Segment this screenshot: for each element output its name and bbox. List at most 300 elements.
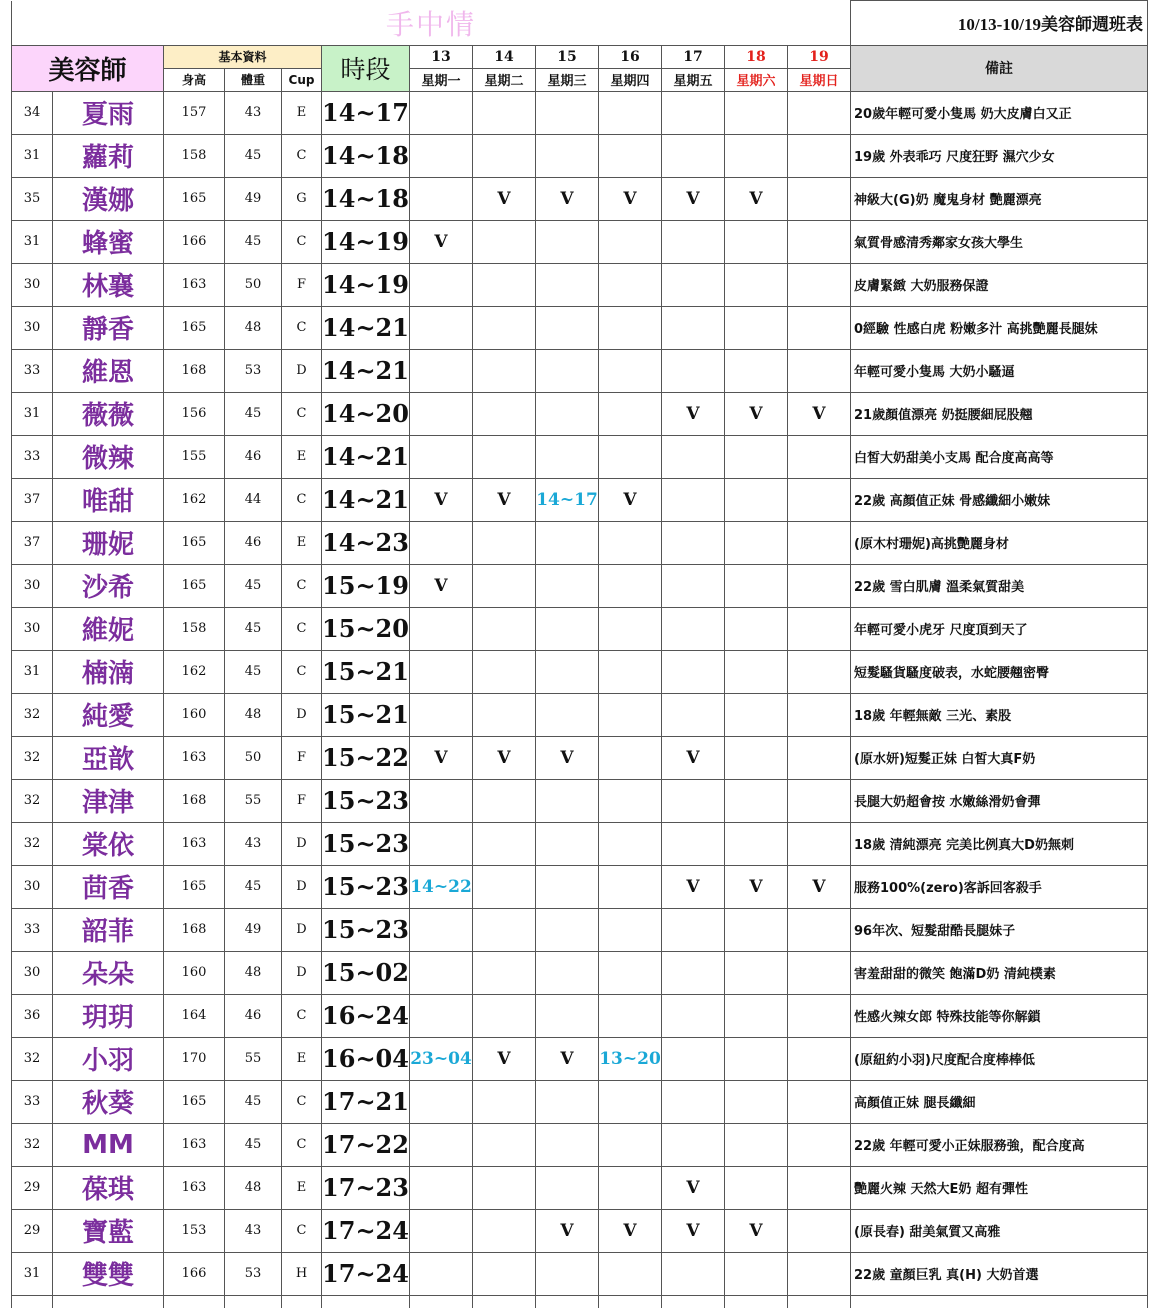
day-cell bbox=[473, 1080, 536, 1123]
remarks-cell: 皮膚緊緻 大奶服務保證 bbox=[851, 263, 1148, 306]
cup-cell: C bbox=[282, 994, 322, 1037]
header-weekday: 星期六 bbox=[725, 68, 788, 91]
day-cell bbox=[473, 693, 536, 736]
day-cell bbox=[473, 220, 536, 263]
beautician-name: 韶菲 bbox=[53, 908, 164, 951]
day-cell bbox=[536, 263, 599, 306]
beautician-name: 津津 bbox=[53, 779, 164, 822]
day-cell bbox=[410, 263, 473, 306]
day-cell bbox=[473, 564, 536, 607]
beautician-name: 雙雙 bbox=[53, 1252, 164, 1295]
cup-cell: F bbox=[282, 263, 322, 306]
time-slot-cell: 14~21 bbox=[322, 435, 410, 478]
weight-cell: 45 bbox=[225, 392, 282, 435]
cup-cell: C bbox=[282, 392, 322, 435]
day-cell bbox=[725, 1037, 788, 1080]
age-cell: 33 bbox=[12, 349, 53, 392]
day-cell bbox=[599, 91, 662, 134]
header-weekday: 星期五 bbox=[662, 68, 725, 91]
time-slot-cell: 16~24 bbox=[322, 994, 410, 1037]
day-cell bbox=[725, 91, 788, 134]
day-cell bbox=[599, 951, 662, 994]
table-row bbox=[12, 177, 1148, 220]
table-row bbox=[12, 736, 1148, 779]
day-cell: V bbox=[662, 1209, 725, 1252]
height-cell: 168 bbox=[164, 349, 225, 392]
day-cell bbox=[599, 908, 662, 951]
day-cell: V bbox=[599, 1209, 662, 1252]
age-cell: 32 bbox=[12, 736, 53, 779]
day-cell bbox=[599, 306, 662, 349]
time-slot-cell: 17~22 bbox=[322, 1123, 410, 1166]
table-row bbox=[12, 220, 1148, 263]
weight-cell: 53 bbox=[225, 1252, 282, 1295]
day-cell bbox=[410, 693, 473, 736]
remarks-cell: 神級大(G)奶 魔鬼身材 艷麗漂亮 bbox=[851, 177, 1148, 220]
remarks-cell: 年輕可愛小虎牙 尺度頂到天了 bbox=[851, 607, 1148, 650]
day-cell bbox=[410, 607, 473, 650]
table-row bbox=[12, 478, 1148, 521]
day-cell: V bbox=[788, 392, 851, 435]
remarks-cell: 18歲 年輕無敵 三光、素股 bbox=[851, 693, 1148, 736]
height-cell: 165 bbox=[164, 1080, 225, 1123]
time-slot-cell: 14~19 bbox=[322, 220, 410, 263]
day-cell bbox=[473, 607, 536, 650]
day-cell bbox=[662, 607, 725, 650]
header-date: 13 bbox=[410, 45, 473, 68]
table-row bbox=[12, 1080, 1148, 1123]
remarks-cell: 短髮騷貨騷度破表，水蛇腰翹密臀 bbox=[851, 650, 1148, 693]
schedule-table bbox=[11, 0, 1148, 1308]
remarks-cell: 22歲 童顏巨乳 真(H) 大奶首選 bbox=[851, 1252, 1148, 1295]
day-cell bbox=[599, 564, 662, 607]
day-cell bbox=[788, 951, 851, 994]
day-cell: 23~04 bbox=[410, 1037, 473, 1080]
height-cell: 162 bbox=[164, 650, 225, 693]
day-cell bbox=[536, 607, 599, 650]
age-cell: 30 bbox=[12, 263, 53, 306]
day-cell bbox=[536, 650, 599, 693]
day-cell bbox=[788, 994, 851, 1037]
time-slot-cell: 15~23 bbox=[322, 822, 410, 865]
day-cell: V bbox=[662, 736, 725, 779]
time-slot-cell: 14~17 bbox=[322, 91, 410, 134]
header-date: 15 bbox=[536, 45, 599, 68]
beautician-name: 蘿莉 bbox=[53, 134, 164, 177]
remarks-cell: 18歲 清純漂亮 完美比例真大D奶無刺 bbox=[851, 822, 1148, 865]
cup-cell: C bbox=[282, 1080, 322, 1123]
age-cell: 30 bbox=[12, 306, 53, 349]
day-cell bbox=[662, 91, 725, 134]
day-cell bbox=[662, 478, 725, 521]
day-cell: V bbox=[725, 865, 788, 908]
time-slot-cell: 17~21 bbox=[322, 1080, 410, 1123]
day-cell bbox=[473, 1123, 536, 1166]
day-cell bbox=[599, 263, 662, 306]
beautician-name: 靜香 bbox=[53, 306, 164, 349]
table-row bbox=[12, 779, 1148, 822]
weight-cell: 45 bbox=[225, 564, 282, 607]
remarks-cell: 22歲 年輕可愛小正妹服務強，配合度高 bbox=[851, 1123, 1148, 1166]
cup-cell: D bbox=[282, 951, 322, 994]
time-slot-cell: 15~22 bbox=[322, 736, 410, 779]
table-row bbox=[12, 349, 1148, 392]
day-cell bbox=[662, 779, 725, 822]
height-cell: 153 bbox=[164, 1209, 225, 1252]
header-weekday: 星期二 bbox=[473, 68, 536, 91]
age-cell: 31 bbox=[12, 134, 53, 177]
weight-cell: 45 bbox=[225, 865, 282, 908]
remarks-cell: 白皙大奶甜美小支馬 配合度高高等 bbox=[851, 435, 1148, 478]
header-weekday: 星期四 bbox=[599, 68, 662, 91]
table-row bbox=[12, 650, 1148, 693]
day-cell bbox=[473, 263, 536, 306]
table-row bbox=[12, 951, 1148, 994]
next-page-cell bbox=[53, 1295, 164, 1308]
day-cell bbox=[725, 1123, 788, 1166]
beautician-name: 漢娜 bbox=[53, 177, 164, 220]
beautician-name: 薇薇 bbox=[53, 392, 164, 435]
time-slot-cell: 15~19 bbox=[322, 564, 410, 607]
beautician-name: 維恩 bbox=[53, 349, 164, 392]
day-cell bbox=[725, 220, 788, 263]
day-cell bbox=[788, 1123, 851, 1166]
day-cell bbox=[662, 263, 725, 306]
cup-cell: F bbox=[282, 779, 322, 822]
day-cell bbox=[599, 607, 662, 650]
day-cell: V bbox=[473, 736, 536, 779]
weight-cell: 48 bbox=[225, 693, 282, 736]
day-cell bbox=[662, 951, 725, 994]
next-page-cell bbox=[788, 1295, 851, 1308]
table-row bbox=[12, 1123, 1148, 1166]
cup-cell: E bbox=[282, 435, 322, 478]
day-cell bbox=[473, 1209, 536, 1252]
header-remarks: 備註 bbox=[851, 45, 1148, 91]
day-cell bbox=[473, 91, 536, 134]
day-cell bbox=[599, 1166, 662, 1209]
weight-cell: 45 bbox=[225, 1080, 282, 1123]
cup-cell: E bbox=[282, 91, 322, 134]
day-cell bbox=[473, 822, 536, 865]
weight-cell: 48 bbox=[225, 306, 282, 349]
day-cell: V bbox=[473, 1037, 536, 1080]
remarks-cell: 20歲年輕可愛小隻馬 奶大皮膚白又正 bbox=[851, 91, 1148, 134]
day-cell bbox=[410, 392, 473, 435]
day-cell bbox=[536, 564, 599, 607]
age-cell: 32 bbox=[12, 1123, 53, 1166]
day-cell bbox=[662, 1123, 725, 1166]
age-cell: 32 bbox=[12, 822, 53, 865]
remarks-cell: 19歲 外表乖巧 尺度狂野 濕穴少女 bbox=[851, 134, 1148, 177]
next-page-cell bbox=[410, 1295, 473, 1308]
day-cell: V bbox=[725, 392, 788, 435]
weight-cell: 53 bbox=[225, 349, 282, 392]
day-cell bbox=[410, 822, 473, 865]
day-cell bbox=[410, 951, 473, 994]
day-cell bbox=[788, 736, 851, 779]
weight-cell: 45 bbox=[225, 134, 282, 177]
day-cell bbox=[788, 822, 851, 865]
age-cell: 30 bbox=[12, 607, 53, 650]
beautician-name: MM bbox=[53, 1123, 164, 1166]
day-cell bbox=[410, 1252, 473, 1295]
day-cell bbox=[725, 607, 788, 650]
age-cell: 33 bbox=[12, 435, 53, 478]
day-cell bbox=[788, 478, 851, 521]
height-cell: 165 bbox=[164, 177, 225, 220]
next-page-cell bbox=[12, 1295, 53, 1308]
day-cell bbox=[788, 564, 851, 607]
day-cell bbox=[725, 994, 788, 1037]
day-cell bbox=[410, 1209, 473, 1252]
table-row bbox=[12, 435, 1148, 478]
beautician-name: 秋葵 bbox=[53, 1080, 164, 1123]
day-cell bbox=[410, 177, 473, 220]
age-cell: 37 bbox=[12, 478, 53, 521]
day-cell bbox=[599, 1080, 662, 1123]
day-cell bbox=[473, 865, 536, 908]
table-row bbox=[12, 607, 1148, 650]
day-cell: V bbox=[410, 736, 473, 779]
brand-title: 手中情 bbox=[12, 1, 851, 46]
cup-cell: H bbox=[282, 1252, 322, 1295]
day-cell bbox=[662, 693, 725, 736]
remarks-cell: 艷麗火辣 天然大E奶 超有彈性 bbox=[851, 1166, 1148, 1209]
day-cell bbox=[599, 435, 662, 478]
day-cell bbox=[536, 392, 599, 435]
time-slot-cell: 14~23 bbox=[322, 521, 410, 564]
cup-cell: C bbox=[282, 134, 322, 177]
height-cell: 158 bbox=[164, 607, 225, 650]
height-cell: 165 bbox=[164, 306, 225, 349]
next-page-cell bbox=[225, 1295, 282, 1308]
table-row bbox=[12, 134, 1148, 177]
day-cell bbox=[599, 994, 662, 1037]
age-cell: 31 bbox=[12, 1252, 53, 1295]
age-cell: 29 bbox=[12, 1166, 53, 1209]
header-date: 17 bbox=[662, 45, 725, 68]
cup-cell: D bbox=[282, 865, 322, 908]
day-cell bbox=[788, 1166, 851, 1209]
height-cell: 163 bbox=[164, 822, 225, 865]
day-cell bbox=[725, 134, 788, 177]
height-cell: 165 bbox=[164, 521, 225, 564]
day-cell: V bbox=[662, 392, 725, 435]
day-cell bbox=[473, 521, 536, 564]
day-cell bbox=[536, 865, 599, 908]
remarks-cell: 96年次、短髮甜酷長腿妹子 bbox=[851, 908, 1148, 951]
day-cell bbox=[536, 1123, 599, 1166]
day-cell bbox=[788, 1080, 851, 1123]
day-cell: V bbox=[599, 478, 662, 521]
header-basic-info: 基本資料 bbox=[164, 45, 322, 68]
beautician-name: 朵朵 bbox=[53, 951, 164, 994]
day-cell bbox=[410, 650, 473, 693]
day-cell bbox=[536, 521, 599, 564]
day-cell bbox=[662, 306, 725, 349]
weight-cell: 48 bbox=[225, 1166, 282, 1209]
beautician-name: 楠湳 bbox=[53, 650, 164, 693]
age-cell: 30 bbox=[12, 564, 53, 607]
day-cell bbox=[725, 1166, 788, 1209]
cup-cell: G bbox=[282, 177, 322, 220]
weight-cell: 45 bbox=[225, 607, 282, 650]
remarks-cell: 害羞甜甜的微笑 飽滿D奶 清純樸素 bbox=[851, 951, 1148, 994]
beautician-name: 寶藍 bbox=[53, 1209, 164, 1252]
day-cell bbox=[662, 349, 725, 392]
day-cell bbox=[788, 1252, 851, 1295]
height-cell: 160 bbox=[164, 693, 225, 736]
time-slot-cell: 14~21 bbox=[322, 478, 410, 521]
day-cell bbox=[536, 1080, 599, 1123]
day-cell bbox=[536, 134, 599, 177]
day-cell: V bbox=[536, 1209, 599, 1252]
day-cell bbox=[725, 521, 788, 564]
beautician-name: 林襄 bbox=[53, 263, 164, 306]
age-cell: 37 bbox=[12, 521, 53, 564]
day-cell bbox=[410, 1166, 473, 1209]
weight-cell: 45 bbox=[225, 220, 282, 263]
height-cell: 163 bbox=[164, 736, 225, 779]
beautician-name: 純愛 bbox=[53, 693, 164, 736]
cup-cell: E bbox=[282, 1037, 322, 1080]
day-cell bbox=[788, 607, 851, 650]
next-page-cell bbox=[851, 1295, 1148, 1308]
table-row bbox=[12, 865, 1148, 908]
day-cell: V bbox=[536, 736, 599, 779]
table-row bbox=[12, 1252, 1148, 1295]
day-cell bbox=[725, 349, 788, 392]
beautician-name: 沙希 bbox=[53, 564, 164, 607]
table-row bbox=[12, 564, 1148, 607]
table-row bbox=[12, 994, 1148, 1037]
cup-cell: D bbox=[282, 822, 322, 865]
cup-cell: C bbox=[282, 220, 322, 263]
day-cell bbox=[473, 908, 536, 951]
cup-cell: C bbox=[282, 650, 322, 693]
header-date: 14 bbox=[473, 45, 536, 68]
height-cell: 164 bbox=[164, 994, 225, 1037]
day-cell bbox=[410, 779, 473, 822]
weight-cell: 45 bbox=[225, 650, 282, 693]
table-row bbox=[12, 908, 1148, 951]
day-cell bbox=[788, 306, 851, 349]
header-date: 16 bbox=[599, 45, 662, 68]
table-row bbox=[12, 1209, 1148, 1252]
day-cell: V bbox=[473, 177, 536, 220]
day-cell bbox=[725, 693, 788, 736]
age-cell: 29 bbox=[12, 1209, 53, 1252]
height-cell: 166 bbox=[164, 220, 225, 263]
day-cell bbox=[725, 263, 788, 306]
remarks-cell: (原水妍)短髮正妹 白皙大真F奶 bbox=[851, 736, 1148, 779]
day-cell bbox=[536, 822, 599, 865]
weight-cell: 45 bbox=[225, 1123, 282, 1166]
day-cell bbox=[725, 908, 788, 951]
day-cell: V bbox=[599, 177, 662, 220]
header-weekday: 星期一 bbox=[410, 68, 473, 91]
day-cell bbox=[599, 134, 662, 177]
remarks-cell: 性感火辣女郎 特殊技能等你解鎖 bbox=[851, 994, 1148, 1037]
day-cell bbox=[662, 134, 725, 177]
day-cell bbox=[725, 478, 788, 521]
day-cell bbox=[473, 435, 536, 478]
day-cell bbox=[473, 650, 536, 693]
age-cell: 32 bbox=[12, 1037, 53, 1080]
cup-cell: C bbox=[282, 306, 322, 349]
day-cell bbox=[599, 693, 662, 736]
cup-cell: D bbox=[282, 349, 322, 392]
time-slot-cell: 14~18 bbox=[322, 177, 410, 220]
remarks-cell: 高顏值正妹 腿長纖細 bbox=[851, 1080, 1148, 1123]
day-cell bbox=[788, 521, 851, 564]
cup-cell: C bbox=[282, 1209, 322, 1252]
beautician-name: 棠依 bbox=[53, 822, 164, 865]
age-cell: 33 bbox=[12, 1080, 53, 1123]
day-cell bbox=[473, 134, 536, 177]
time-slot-cell: 15~23 bbox=[322, 865, 410, 908]
time-slot-cell: 15~23 bbox=[322, 908, 410, 951]
day-cell bbox=[788, 650, 851, 693]
remarks-cell: 年輕可愛小隻馬 大奶小騷逼 bbox=[851, 349, 1148, 392]
table-row bbox=[12, 263, 1148, 306]
age-cell: 30 bbox=[12, 951, 53, 994]
day-cell: V bbox=[410, 220, 473, 263]
table-row bbox=[12, 1166, 1148, 1209]
day-cell bbox=[536, 951, 599, 994]
height-cell: 165 bbox=[164, 564, 225, 607]
age-cell: 33 bbox=[12, 908, 53, 951]
weight-cell: 49 bbox=[225, 177, 282, 220]
day-cell: V bbox=[536, 177, 599, 220]
age-cell: 36 bbox=[12, 994, 53, 1037]
day-cell bbox=[473, 779, 536, 822]
day-cell bbox=[599, 392, 662, 435]
day-cell bbox=[662, 994, 725, 1037]
day-cell bbox=[599, 822, 662, 865]
weight-cell: 46 bbox=[225, 994, 282, 1037]
header-height: 身高 bbox=[164, 68, 225, 91]
day-cell bbox=[725, 951, 788, 994]
height-cell: 157 bbox=[164, 91, 225, 134]
beautician-name: 唯甜 bbox=[53, 478, 164, 521]
day-cell bbox=[410, 435, 473, 478]
remarks-cell: (原木村珊妮)高挑艷麗身材 bbox=[851, 521, 1148, 564]
day-cell bbox=[788, 91, 851, 134]
header-beautician: 美容師 bbox=[12, 45, 164, 91]
day-cell bbox=[473, 349, 536, 392]
day-cell bbox=[662, 521, 725, 564]
time-slot-cell: 15~20 bbox=[322, 607, 410, 650]
beautician-name: 夏雨 bbox=[53, 91, 164, 134]
day-cell bbox=[410, 1080, 473, 1123]
height-cell: 155 bbox=[164, 435, 225, 478]
day-cell bbox=[536, 779, 599, 822]
remarks-cell: 21歲顏值漂亮 奶挺腰細屁股翹 bbox=[851, 392, 1148, 435]
day-cell bbox=[536, 306, 599, 349]
beautician-name: 小羽 bbox=[53, 1037, 164, 1080]
time-slot-cell: 16~04 bbox=[322, 1037, 410, 1080]
day-cell: V bbox=[536, 1037, 599, 1080]
day-cell bbox=[536, 349, 599, 392]
day-cell: V bbox=[662, 1166, 725, 1209]
age-cell: 32 bbox=[12, 779, 53, 822]
day-cell bbox=[725, 306, 788, 349]
header-weekday: 星期三 bbox=[536, 68, 599, 91]
header-weight: 體重 bbox=[225, 68, 282, 91]
day-cell bbox=[410, 994, 473, 1037]
